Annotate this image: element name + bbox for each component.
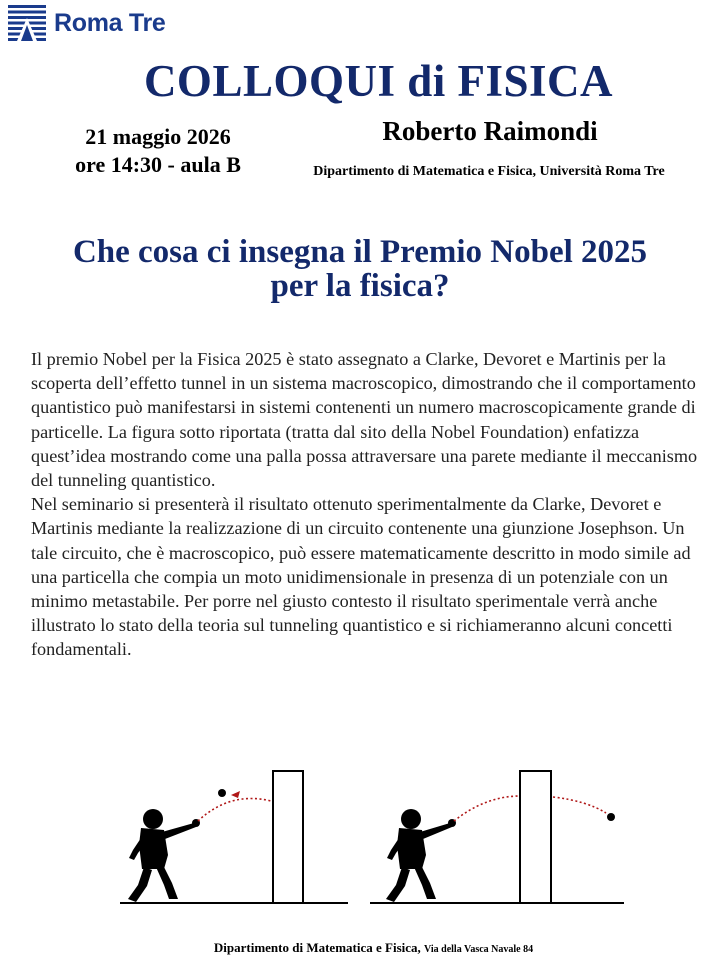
footer bbox=[0, 940, 720, 956]
talk-title-line2: per la fisica? bbox=[270, 268, 450, 304]
trajectory-reflected bbox=[198, 799, 271, 822]
trajectory-incoming bbox=[454, 796, 518, 821]
logo-text: Roma Tre bbox=[54, 9, 166, 37]
barrier-wall-right bbox=[520, 771, 551, 903]
speaker-affiliation: Dipartimento di Matematica e Fisica, Università Roma Tre bbox=[313, 164, 665, 179]
barrier-wall-left bbox=[273, 771, 303, 903]
tunneling-figure bbox=[112, 765, 632, 910]
trajectory-arrow bbox=[231, 791, 240, 798]
ball-tunneled bbox=[607, 813, 615, 821]
event-time-room: ore 14:30 - aula B bbox=[75, 152, 241, 177]
roma-tre-logo bbox=[8, 5, 166, 42]
talk-title-line1: Che cosa ci insegna il Premio Nobel 2025 bbox=[72, 234, 648, 270]
series-title: COLLOQUI di FISICA bbox=[143, 56, 614, 106]
panel-reflection bbox=[120, 771, 348, 903]
trajectory-outgoing bbox=[553, 797, 606, 813]
talk-title bbox=[0, 235, 720, 303]
speaker-name: Roberto Raimondi bbox=[382, 116, 598, 146]
abstract bbox=[31, 347, 711, 662]
footer-department: Dipartimento di Matematica e Fisica, bbox=[213, 940, 421, 955]
event-date: 21 maggio 2026 bbox=[85, 124, 231, 149]
abstract-paragraph-1: Il premio Nobel per la Fisica 2025 è stato assegnato a Clarke, Devoret e Martinis per la scoperta dell’effetto tunnel in un sistema macroscopico, dimostrando che il comportamento quantistico può manifestarsi in sistemi contenenti un numero macroscopicamente grande di particelle. La figura sotto riportata (tratta dal sito della Nobel Foundation) enfatizza quest’idea mostrando come una palla possa attraversare una parete mediante il meccanismo del tunneling quantistico. bbox=[31, 349, 698, 491]
panel-tunneling bbox=[370, 771, 624, 903]
abstract-paragraph-2: Nel seminario si presenterà il risultato ottenuto sperimentalmente da Clarke, Devoret e Martinis mediante la realizzazione di un circuito contenente una giunzione Josephson. Un tale circuito, che è macroscopico, può essere matematicamente descritto in modo simile ad una particella che compia un moto unidimensionale in presenza di un potenziale con un minimo metastabile. Per porre nel giusto contesto il risultato sperimentale verrà anche illustrato lo stato della teoria sul tunneling quantistico e si richiameranno alcuni concetti fondamentali. bbox=[31, 494, 691, 660]
roma-tre-logo-icon bbox=[8, 5, 46, 42]
footer-address: Via della Vasca Navale 84 bbox=[424, 944, 534, 955]
child-silhouette-left bbox=[128, 809, 200, 902]
ball-reflected bbox=[218, 789, 226, 797]
event-datetime bbox=[40, 123, 276, 179]
child-silhouette-right bbox=[386, 809, 456, 902]
